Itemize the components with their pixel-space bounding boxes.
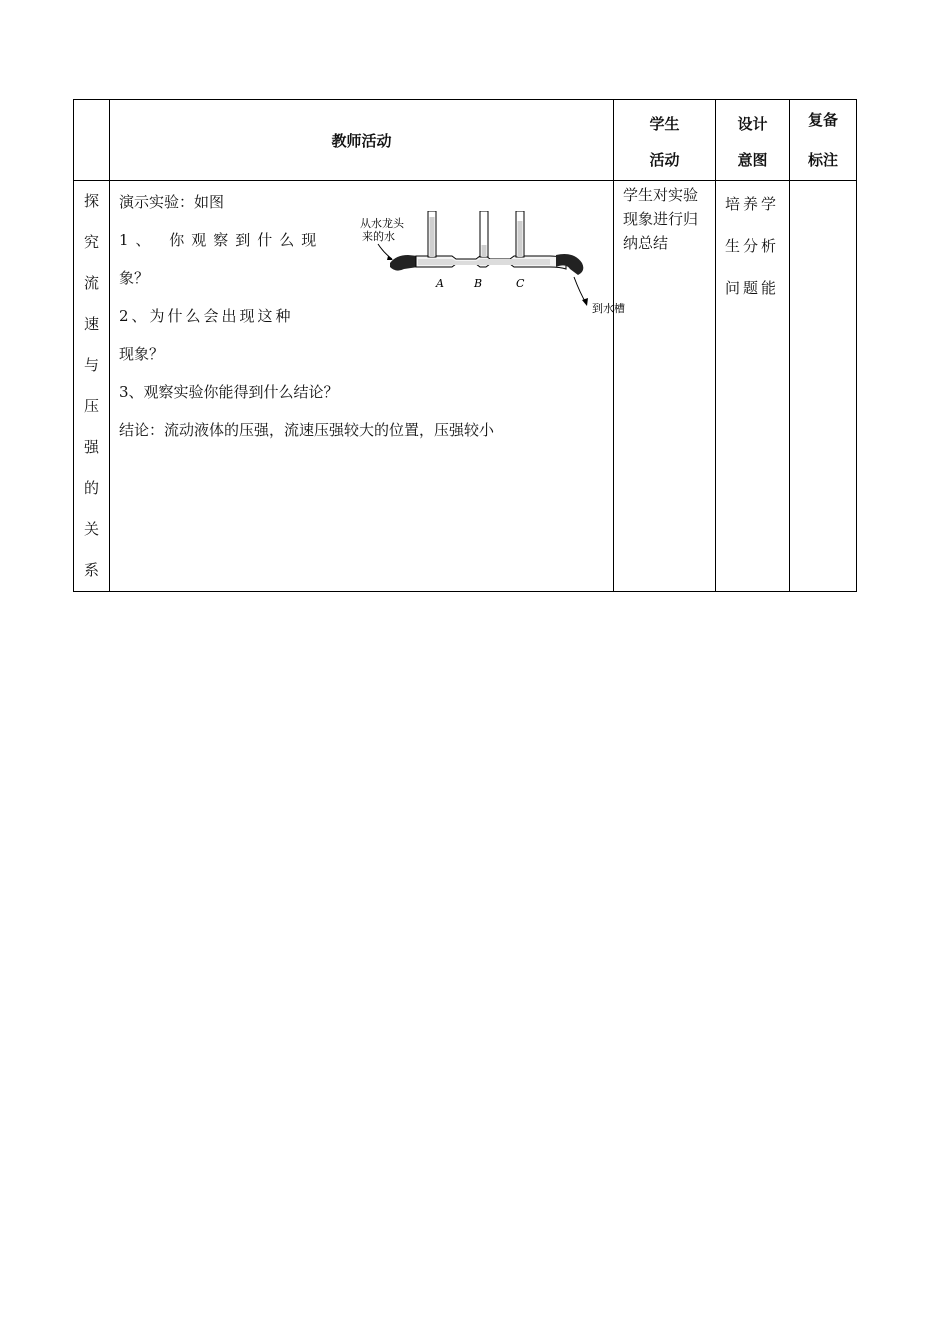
side-label-char: 速 bbox=[83, 315, 99, 333]
label-c: C bbox=[516, 277, 525, 290]
outlet-arrow-head bbox=[582, 298, 588, 306]
header-design-intent bbox=[716, 100, 790, 181]
side-label-char: 与 bbox=[83, 356, 99, 374]
conclusion: 结论：流动液体的压强，流速压强较大的位置，压强较小 bbox=[119, 421, 495, 439]
header-student-activity-line2: 活动 bbox=[649, 151, 680, 169]
side-label-char: 系 bbox=[83, 561, 99, 579]
content-row bbox=[74, 181, 857, 592]
header-row bbox=[74, 100, 857, 181]
review-notes-cell bbox=[790, 181, 857, 592]
inlet-arrow-head bbox=[387, 256, 393, 260]
label-b: B bbox=[474, 277, 483, 290]
header-teacher-activity: 教师活动 bbox=[110, 100, 614, 181]
student-activity-cell: 学生对实验现象进行归纳总结 bbox=[614, 181, 716, 592]
main-tube-water bbox=[418, 259, 550, 265]
flow-pressure-diagram-svg bbox=[360, 211, 630, 326]
header-review-notes-line2: 标注 bbox=[807, 151, 838, 169]
header-design-intent-line2: 意图 bbox=[737, 151, 768, 169]
header-design-intent-line1: 设计 bbox=[737, 115, 768, 133]
question-1-line1: 1、 你观察到什么现 bbox=[119, 231, 324, 249]
side-label-char: 关 bbox=[83, 520, 99, 538]
side-label-char: 压 bbox=[83, 397, 99, 415]
side-label-char: 强 bbox=[83, 438, 99, 456]
demo-title: 演示实验：如图 bbox=[119, 193, 225, 211]
outlet-hose bbox=[556, 254, 583, 275]
question-3: 3、观察实验你能得到什么结论？ bbox=[119, 383, 339, 401]
side-label-char: 探 bbox=[83, 192, 99, 210]
header-review-notes bbox=[790, 100, 857, 181]
inlet-hose bbox=[390, 255, 418, 271]
inlet-arrow bbox=[378, 244, 392, 259]
question-1-line2: 象？ bbox=[119, 269, 150, 287]
header-student-activity bbox=[614, 100, 716, 181]
side-label-char: 流 bbox=[83, 274, 99, 292]
inlet-label-line2: 来的水 bbox=[362, 230, 395, 243]
side-label bbox=[74, 181, 110, 592]
question-2-line2: 现象？ bbox=[119, 345, 165, 363]
design-intent-line1: 培养学 bbox=[725, 195, 780, 213]
design-intent-cell bbox=[716, 181, 790, 592]
lesson-plan-table bbox=[73, 99, 857, 592]
side-label-char: 的 bbox=[83, 479, 99, 497]
header-review-notes-line1: 复备 bbox=[807, 111, 838, 129]
outlet-arrow bbox=[574, 277, 586, 303]
design-intent-line3: 问题能 bbox=[725, 279, 780, 297]
inlet-label-line1: 从水龙头 bbox=[360, 217, 404, 230]
question-2-line1: 2、为什么会出现这种 bbox=[119, 307, 294, 325]
header-empty-cell bbox=[74, 100, 110, 181]
tube-c-water bbox=[518, 221, 523, 257]
tube-a-water bbox=[430, 217, 435, 257]
outlet-label: 到水槽 bbox=[592, 302, 625, 315]
side-label-char: 究 bbox=[83, 233, 99, 251]
tube-b-water bbox=[482, 245, 487, 257]
teacher-activity-cell bbox=[110, 181, 625, 592]
flow-pressure-diagram bbox=[360, 211, 630, 326]
design-intent-line2: 生分析 bbox=[725, 237, 780, 255]
header-student-activity-line1: 学生 bbox=[649, 115, 680, 133]
label-a: A bbox=[436, 277, 444, 290]
